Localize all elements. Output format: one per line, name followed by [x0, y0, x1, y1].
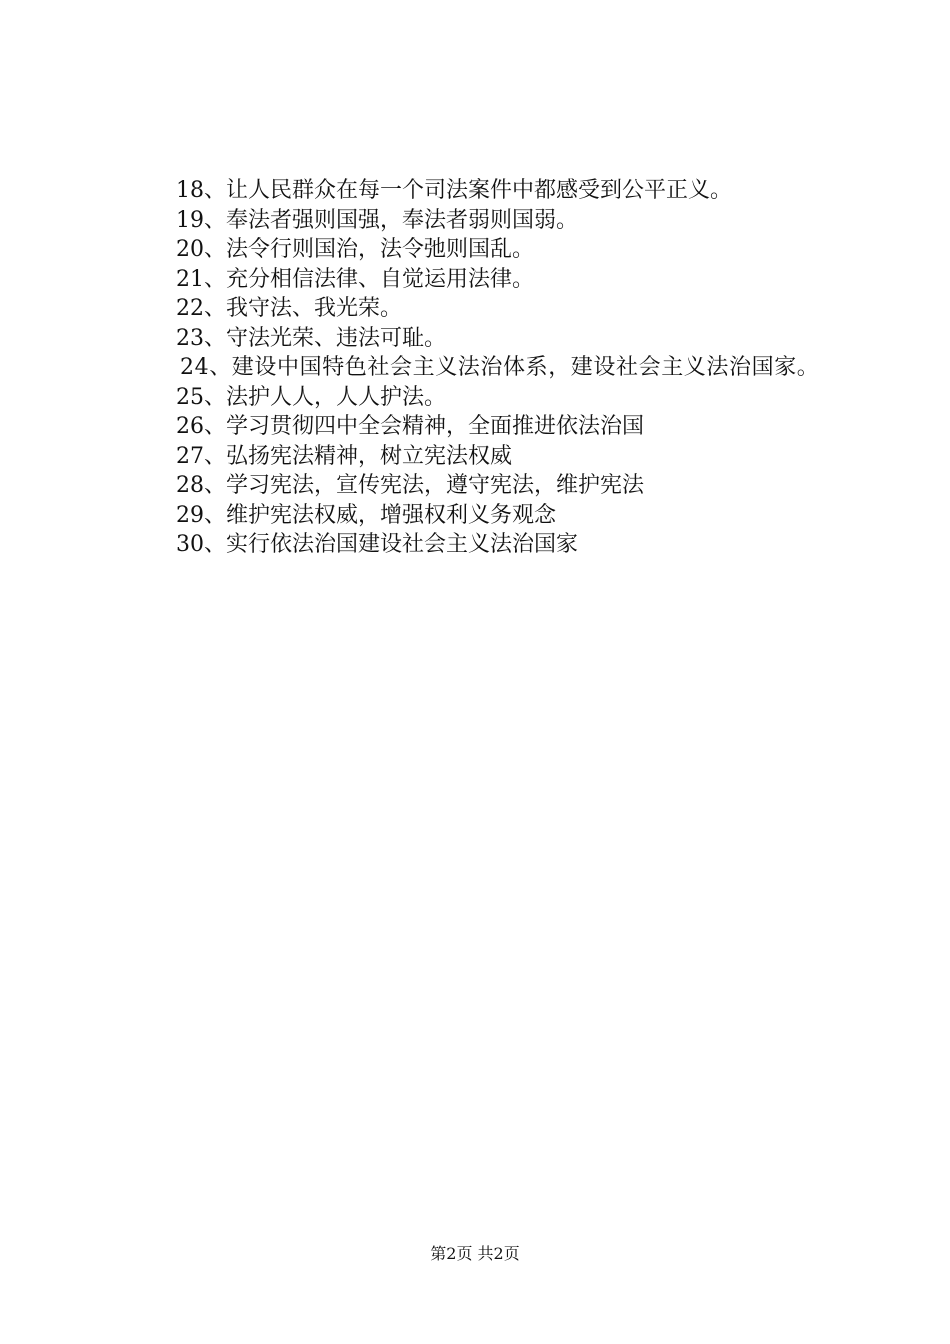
- list-item: 27、弘扬宪法精神，树立宪法权威: [176, 443, 512, 469]
- list-item: 29、维护宪法权威，增强权利义务观念: [176, 502, 556, 528]
- page-number: 第2页 共2页: [430, 1244, 520, 1263]
- list-item: 21、充分相信法律、自觉运用法律。: [176, 266, 534, 292]
- document-body: [132, 176, 832, 560]
- list-item: 22、我守法、我光荣。: [176, 296, 402, 321]
- list-item: 30、实行依法治国建设社会主义法治国家: [176, 532, 578, 557]
- list-item: 26、学习贯彻四中全会精神，全面推进依法治国: [176, 414, 644, 439]
- list-item: 28、学习宪法，宣传宪法，遵守宪法，维护宪法: [176, 473, 644, 498]
- list-item: 20、法令行则国治，法令弛则国乱。: [176, 237, 534, 262]
- list-item: 23、守法光荣、违法可耻。: [176, 325, 446, 351]
- list-item: 24、建设中国特色社会主义法治体系，建设社会主义法治国家。: [180, 355, 820, 380]
- list-item: 18、让人民群众在每一个司法案件中都感受到公平正义。: [176, 178, 732, 203]
- list-item: 25、法护人人，人人护法。: [176, 384, 446, 410]
- page-footer: [0, 1243, 950, 1265]
- list-item: 19、奉法者强则国强，奉法者弱则国弱。: [176, 207, 578, 233]
